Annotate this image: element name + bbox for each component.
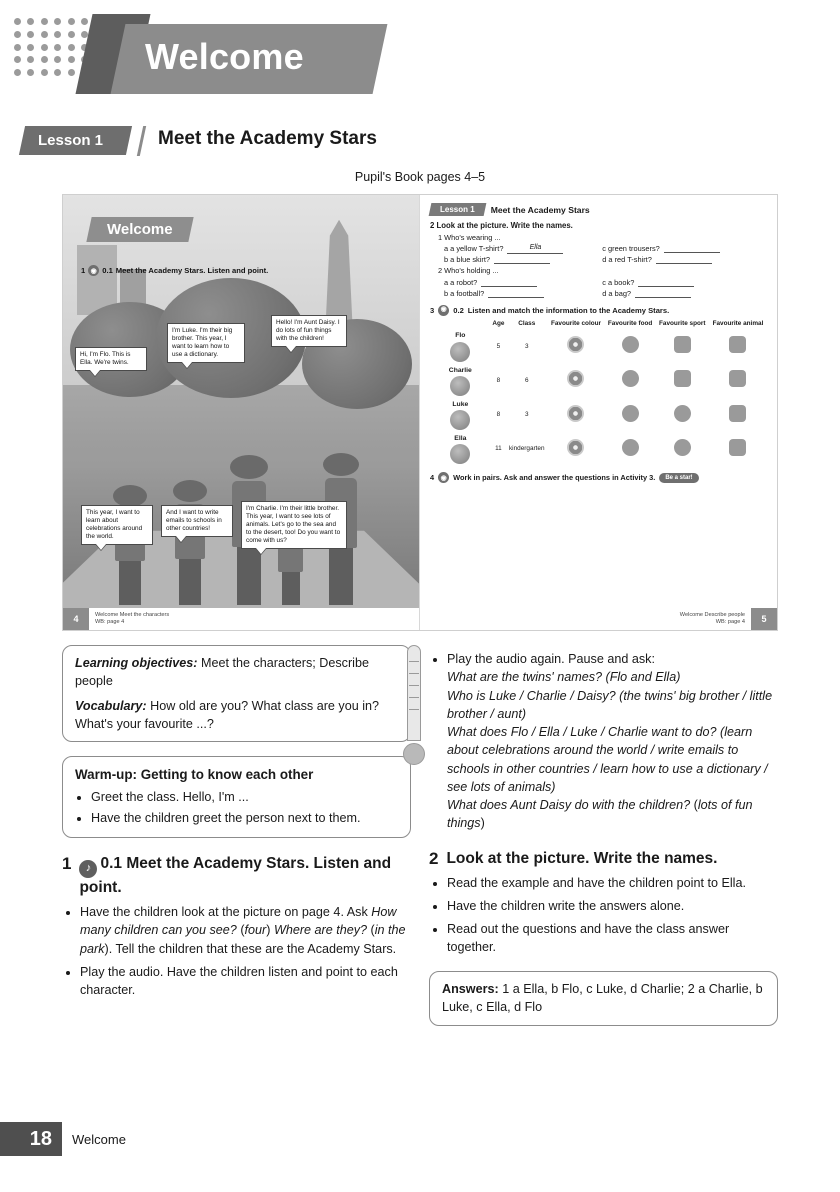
character-flo [113,485,147,605]
right-page-footer-text [674,612,751,626]
cell-class: 6 [524,376,529,384]
lesson-divider [137,126,146,156]
question-group-2-heading: 2 Who's holding ... [438,266,499,276]
answers-label: Answers: [442,981,499,996]
page-title: Welcome [145,36,304,77]
table-row [430,329,767,363]
horse-icon [729,370,746,387]
pupils-book-reference: Pupil's Book pages 4–5 [354,170,486,184]
question-2c [602,277,760,288]
speech-bubble-emails: And I want to write emails to schools in other countries! [161,505,233,537]
flower-icon [567,405,584,422]
speech-bubble-daisy: Hello! I'm Aunt Daisy. I do lots of fun things with the children! [271,315,347,347]
basketball-icon [674,439,691,456]
flower-icon [567,439,584,456]
right-page-footer [420,608,777,630]
question-row [444,254,767,265]
right-lesson-title: Meet the Academy Stars [490,204,590,215]
footer-page-number: 18 [0,1122,62,1156]
activity-2-text: Look at the picture. Write the names. [436,221,573,230]
row-name-charlie: Charlie [448,366,472,374]
activity-3-text: Listen and match the information to the Academy Stars. [467,305,670,315]
row-name-luke: Luke [452,400,469,408]
cell-class: kindergarten [508,445,545,453]
question-1d-answer[interactable] [656,255,712,264]
question-2c-answer[interactable] [638,278,694,287]
answers-box [429,971,778,1027]
col-sport: Favourite sport [659,320,706,328]
activity-2-bullets [429,874,778,957]
left-page-number: 4 [63,608,89,630]
cell-age: 8 [496,411,501,419]
lion-icon [729,439,746,456]
activity-1-text: Meet the Academy Stars. Listen and point. [115,266,269,275]
cell-age: 5 [496,342,501,350]
objectives-label: Learning objectives: [75,656,198,670]
spread-activity-1 [81,265,268,276]
spread-activity-3-heading [430,305,767,316]
list-item: • Greet the class. Hello, I'm ... [91,788,398,806]
col-name [430,318,491,329]
question-1d [602,254,760,265]
warmup-title: Warm-up: Getting to know each other [75,767,314,782]
audio-again-bullets [429,650,778,833]
left-column [62,645,411,1026]
question-2a-answer[interactable] [481,278,537,287]
question-2d-label: d a bag? [602,288,632,298]
pupils-book-spread [62,194,778,631]
cat-icon [729,336,746,353]
activity-1-heading [62,854,411,897]
right-footer-line1: Welcome Describe people [679,612,745,619]
speech-bubble-flo: Hi, I'm Flo. This is Ella. We're twins. [75,347,147,371]
activity-2-number: 2 [430,221,435,230]
question-row [444,288,767,299]
cupcake-icon [622,405,639,422]
right-page-header [420,195,777,216]
park-photo [63,195,419,608]
question-2d-answer[interactable] [635,289,691,298]
bread-icon [622,439,639,456]
right-column [429,645,778,1026]
activity-1-audio-track: 0.1 [102,266,113,275]
question-1d-label: d a red T-shirt? [602,255,652,265]
table-header-row [430,318,767,329]
activity-1-number: 1 [81,266,86,275]
activity-4-number: 4 [430,473,435,483]
page-footer [0,1122,126,1156]
avatar [450,342,470,362]
row-name-ella: Ella [454,435,467,443]
spread-left-page [63,195,420,630]
question-2b [444,288,602,299]
warmup-list [75,788,398,827]
activity-1-audio-track: 0.1 [100,854,123,872]
question-1c-label: c green trousers? [602,244,660,254]
question-1b [444,254,602,265]
right-footer-line2: WB: page 4 [715,619,745,625]
activity-2-title: Look at the picture. Write the names. [446,849,718,867]
pair-work-icon: ◉ [438,472,449,483]
avatar [450,410,470,430]
activity-4-text: Work in pairs. Ask and answer the questions in Activity 3. [453,473,656,483]
question-2b-label: b a football? [444,288,485,298]
question-1b-label: b a blue skirt? [444,255,491,265]
lesson-title: Meet the Academy Stars [158,128,377,149]
burger-icon [622,370,639,387]
question-1c [602,243,760,255]
left-page-footer-text [89,612,175,626]
be-a-star-badge: Be a star! [659,473,698,483]
lesson-tag-label: Lesson 1 [38,132,104,149]
row-name-flo: Flo [455,332,466,340]
list-item: • Play the audio. Have the children listen and point to each character. [80,963,411,1000]
avatar [450,444,470,464]
left-footer-line1: Welcome Meet the characters [95,612,170,619]
question-2a-label: a a robot? [444,277,478,287]
speech-bubble-luke: I'm Luke. I'm their big brother. This year, I want to learn how to use a dictionary. [167,323,245,363]
list-item: • Read the example and have the children point to Ella. [447,874,778,892]
speech-bubble-charlie: I'm Charlie. I'm their little brother. This year, I want to see lots of animals. Let's go to the sea and to the desert, too! Do you want to come with us? [241,501,347,549]
question-1b-answer[interactable] [494,255,550,264]
vocabulary-line [75,697,398,734]
lesson-bar [0,126,840,164]
flower-icon [567,370,584,387]
list-item: • Read out the questions and have the class answer together. [447,920,778,957]
flower-icon [567,336,584,353]
vocabulary-text: How old are you? What class are you in? What's your favourite ...? [75,698,380,731]
footer-label: Welcome [72,1131,126,1147]
question-2d [602,288,760,299]
list-item: • Have the children look at the picture on page 4. Ask How many children can you see? (four) Where are they? (in the park). Tell the children that these are the Academy Stars. [80,903,411,958]
cell-class: 3 [524,342,529,350]
col-colour: Favourite colour [550,320,602,328]
learning-objectives-line [75,654,398,691]
objectives-text: Meet the characters; Describe people [75,656,369,689]
question-row [444,243,767,255]
question-2a [444,277,602,288]
teacher-notes [62,645,778,1026]
speaker-icon: ♪ [79,860,97,878]
right-lesson-tag-label: Lesson 1 [440,205,475,214]
right-page-body [420,216,777,466]
col-animal: Favourite animal [712,320,764,328]
left-page-footer [63,608,419,630]
list-item: • Have the children greet the person next to them. [91,809,398,827]
answers-text: 1 a Ella, b Flo, c Luke, d Charlie; 2 a Charlie, b Luke, c Ella, d Flo [442,981,763,1015]
activity-2-heading [429,849,778,869]
left-footer-line2: WB: page 4 [95,619,125,625]
academy-stars-table [430,318,767,466]
avatar [450,376,470,396]
grapes-icon [622,336,639,353]
activity-1-bullets [62,903,411,999]
audio-icon: ◉ [438,305,449,316]
table-row [430,432,767,466]
football-icon [674,405,691,422]
spread-right-page [420,195,777,630]
thermometer-icon [403,645,425,765]
activity-1-number: 1 [62,853,72,873]
table-row [430,398,767,432]
wolf-icon [729,405,746,422]
question-1c-answer[interactable] [664,244,720,253]
col-age: Age [492,320,505,328]
table-row [430,364,767,398]
vocabulary-label: Vocabulary: [75,698,147,713]
right-page-number: 5 [751,608,777,630]
tennis-icon [674,370,691,387]
question-2b-answer[interactable] [488,289,544,298]
activity-2-number: 2 [429,848,439,868]
question-1a [444,243,602,255]
right-lesson-tag [429,203,486,216]
col-class: Class [518,320,536,328]
cell-age: 11 [495,445,502,453]
activity-3-audio-track: 0.2 [453,305,464,315]
list-item: • Play the audio again. Pause and ask: What are the twins' names? (Flo and Ella) Who is Luke / Charlie / Daisy? (the twins' big brother / little brother / aunt) What does Flo / Ella / Luke / Charlie want to do? (learn about celebrations around the world / write emails to schools in other countries / learn how to use a dictionary / see lots of animals) What does Aunt Daisy do with the children? (lots of fun things) [447,650,778,833]
welcome-badge-label: Welcome [107,221,173,238]
spread-activity-2-heading [430,220,767,232]
question-1a-label: a a yellow T-shirt? [444,244,504,254]
welcome-badge [86,217,193,242]
objectives-box [62,645,411,742]
activity-1-title-wrap [79,854,411,897]
lesson-tag [19,126,132,155]
cell-age: 8 [496,376,501,384]
activity-3-number: 3 [430,305,435,315]
list-item: • Have the children write the answers alone. [447,897,778,915]
page-header [0,0,840,112]
badminton-icon [674,336,691,353]
question-1a-answer[interactable]: Ella [507,243,563,255]
question-row [444,277,767,288]
spread-activity-4 [420,472,777,483]
question-group-1-heading: 1 Who's wearing ... [438,232,501,242]
speech-bubble-celebrations: This year, I want to learn about celebrations around the world. [81,505,153,545]
question-2c-label: c a book? [602,277,635,287]
col-food: Favourite food [607,320,653,328]
cell-class: 3 [524,411,529,419]
warmup-box [62,756,411,838]
activity-1-title: Meet the Academy Stars. Listen and point. [79,854,392,896]
audio-icon: ◉ [88,265,99,276]
